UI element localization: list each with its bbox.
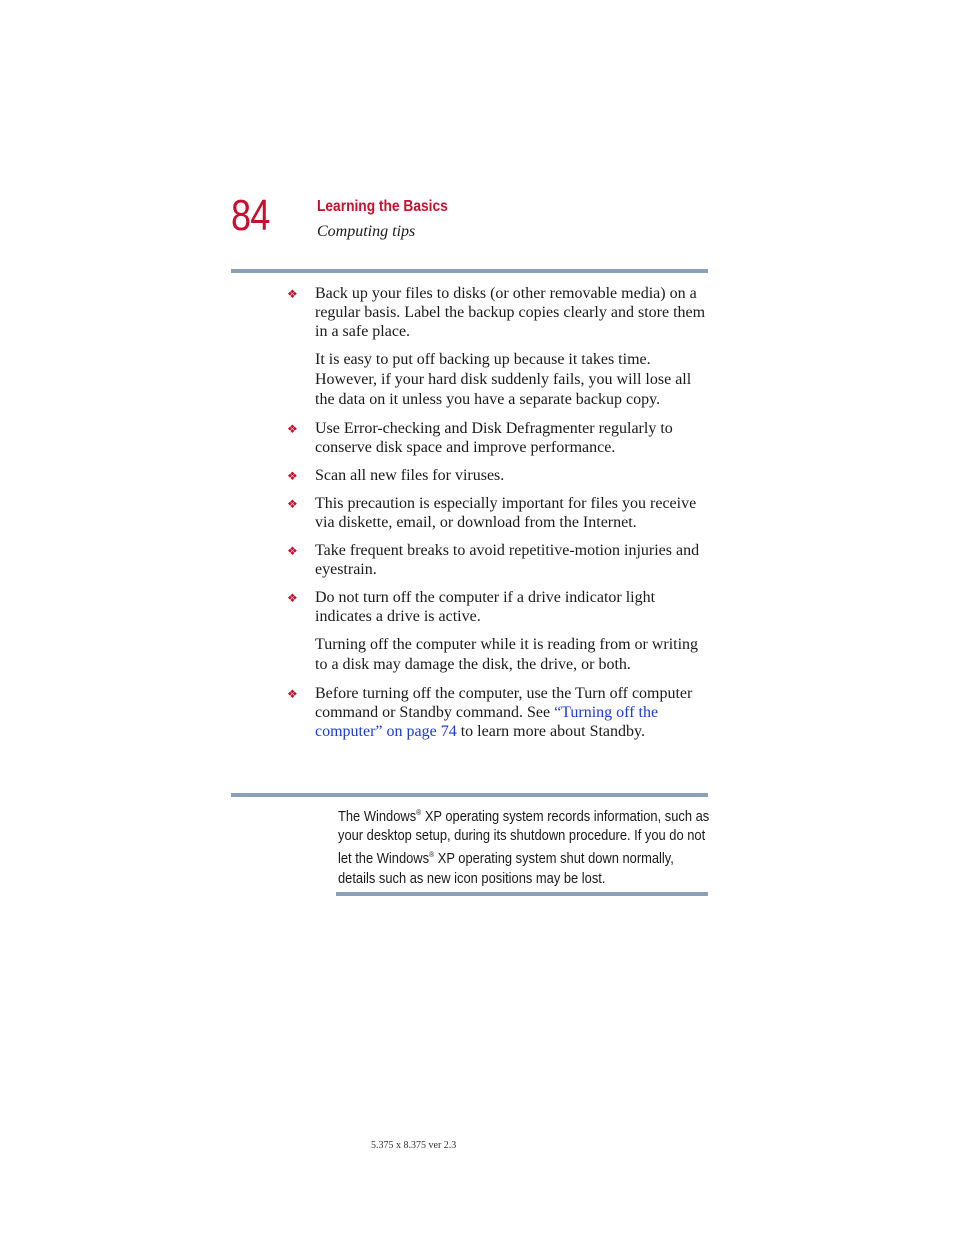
section-title: Computing tips (317, 223, 416, 240)
list-item-text: Do not turn off the computer if a drive indicator light indicates a drive is active. (315, 589, 656, 625)
list-item (287, 494, 712, 532)
diamond-bullet-icon: ❖ (287, 422, 298, 436)
list-item-text: Scan all new files for viruses. (315, 467, 505, 484)
note-text-part: The Windows (338, 808, 417, 825)
turning-off-link[interactable]: “Turning off the computer” on page 74 (315, 704, 659, 740)
list-item-text: Before turning off the computer, use the Turn off computer command or Standby command. See (315, 685, 693, 721)
list-item-text: This precaution is especially important for files you receive via diskette, email, or download from the Internet. (315, 495, 697, 531)
tips-list (287, 284, 712, 750)
list-item (287, 284, 712, 341)
diamond-bullet-icon: ❖ (287, 591, 298, 605)
page-number: 84 (231, 191, 270, 240)
diamond-bullet-icon: ❖ (287, 687, 298, 701)
footer-version: 5.375 x 8.375 ver 2.3 (371, 1140, 457, 1151)
list-item (287, 541, 712, 579)
diamond-bullet-icon: ❖ (287, 469, 298, 483)
diamond-bullet-icon: ❖ (287, 544, 298, 558)
list-item (287, 419, 712, 457)
list-item-text: Take frequent breaks to avoid repetitive-motion injuries and eyestrain. (315, 542, 700, 578)
paragraph: Turning off the computer while it is reading from or writing to a disk may damage the disk, the drive, or both. (315, 636, 699, 673)
top-divider (231, 269, 708, 273)
list-item-text: Back up your files to disks (or other removable media) on a regular basis. Label the backup copies clearly and store them in a safe place. (315, 285, 706, 340)
registered-mark: ® (429, 850, 435, 860)
registered-mark: ® (416, 808, 422, 817)
chapter-title: Learning the Basics (317, 198, 448, 215)
list-item (287, 466, 712, 485)
diamond-bullet-icon: ❖ (287, 497, 298, 511)
list-item-text: Use Error-checking and Disk Defragmenter regularly to conserve disk space and improve performance. (315, 420, 673, 456)
note-bottom-divider (336, 892, 708, 896)
list-item-text: to learn more about Standby. (456, 723, 645, 740)
list-item (287, 684, 712, 741)
note-divider (231, 793, 708, 797)
paragraph: It is easy to put off backing up because it takes time. However, if your hard disk suddenly fails, you will lose all the data on it unless you have a separate backup copy. (315, 351, 692, 408)
note-text (338, 803, 712, 888)
diamond-bullet-icon: ❖ (287, 287, 298, 301)
list-item (287, 588, 712, 626)
note-text-part: XP operating system records information, such as your desktop setup, during its shutdown procedure. If you do not let the Windows (338, 808, 710, 868)
note-text-part: XP operating system shut down normally, details such as new icon positions may be lost. (338, 850, 674, 887)
